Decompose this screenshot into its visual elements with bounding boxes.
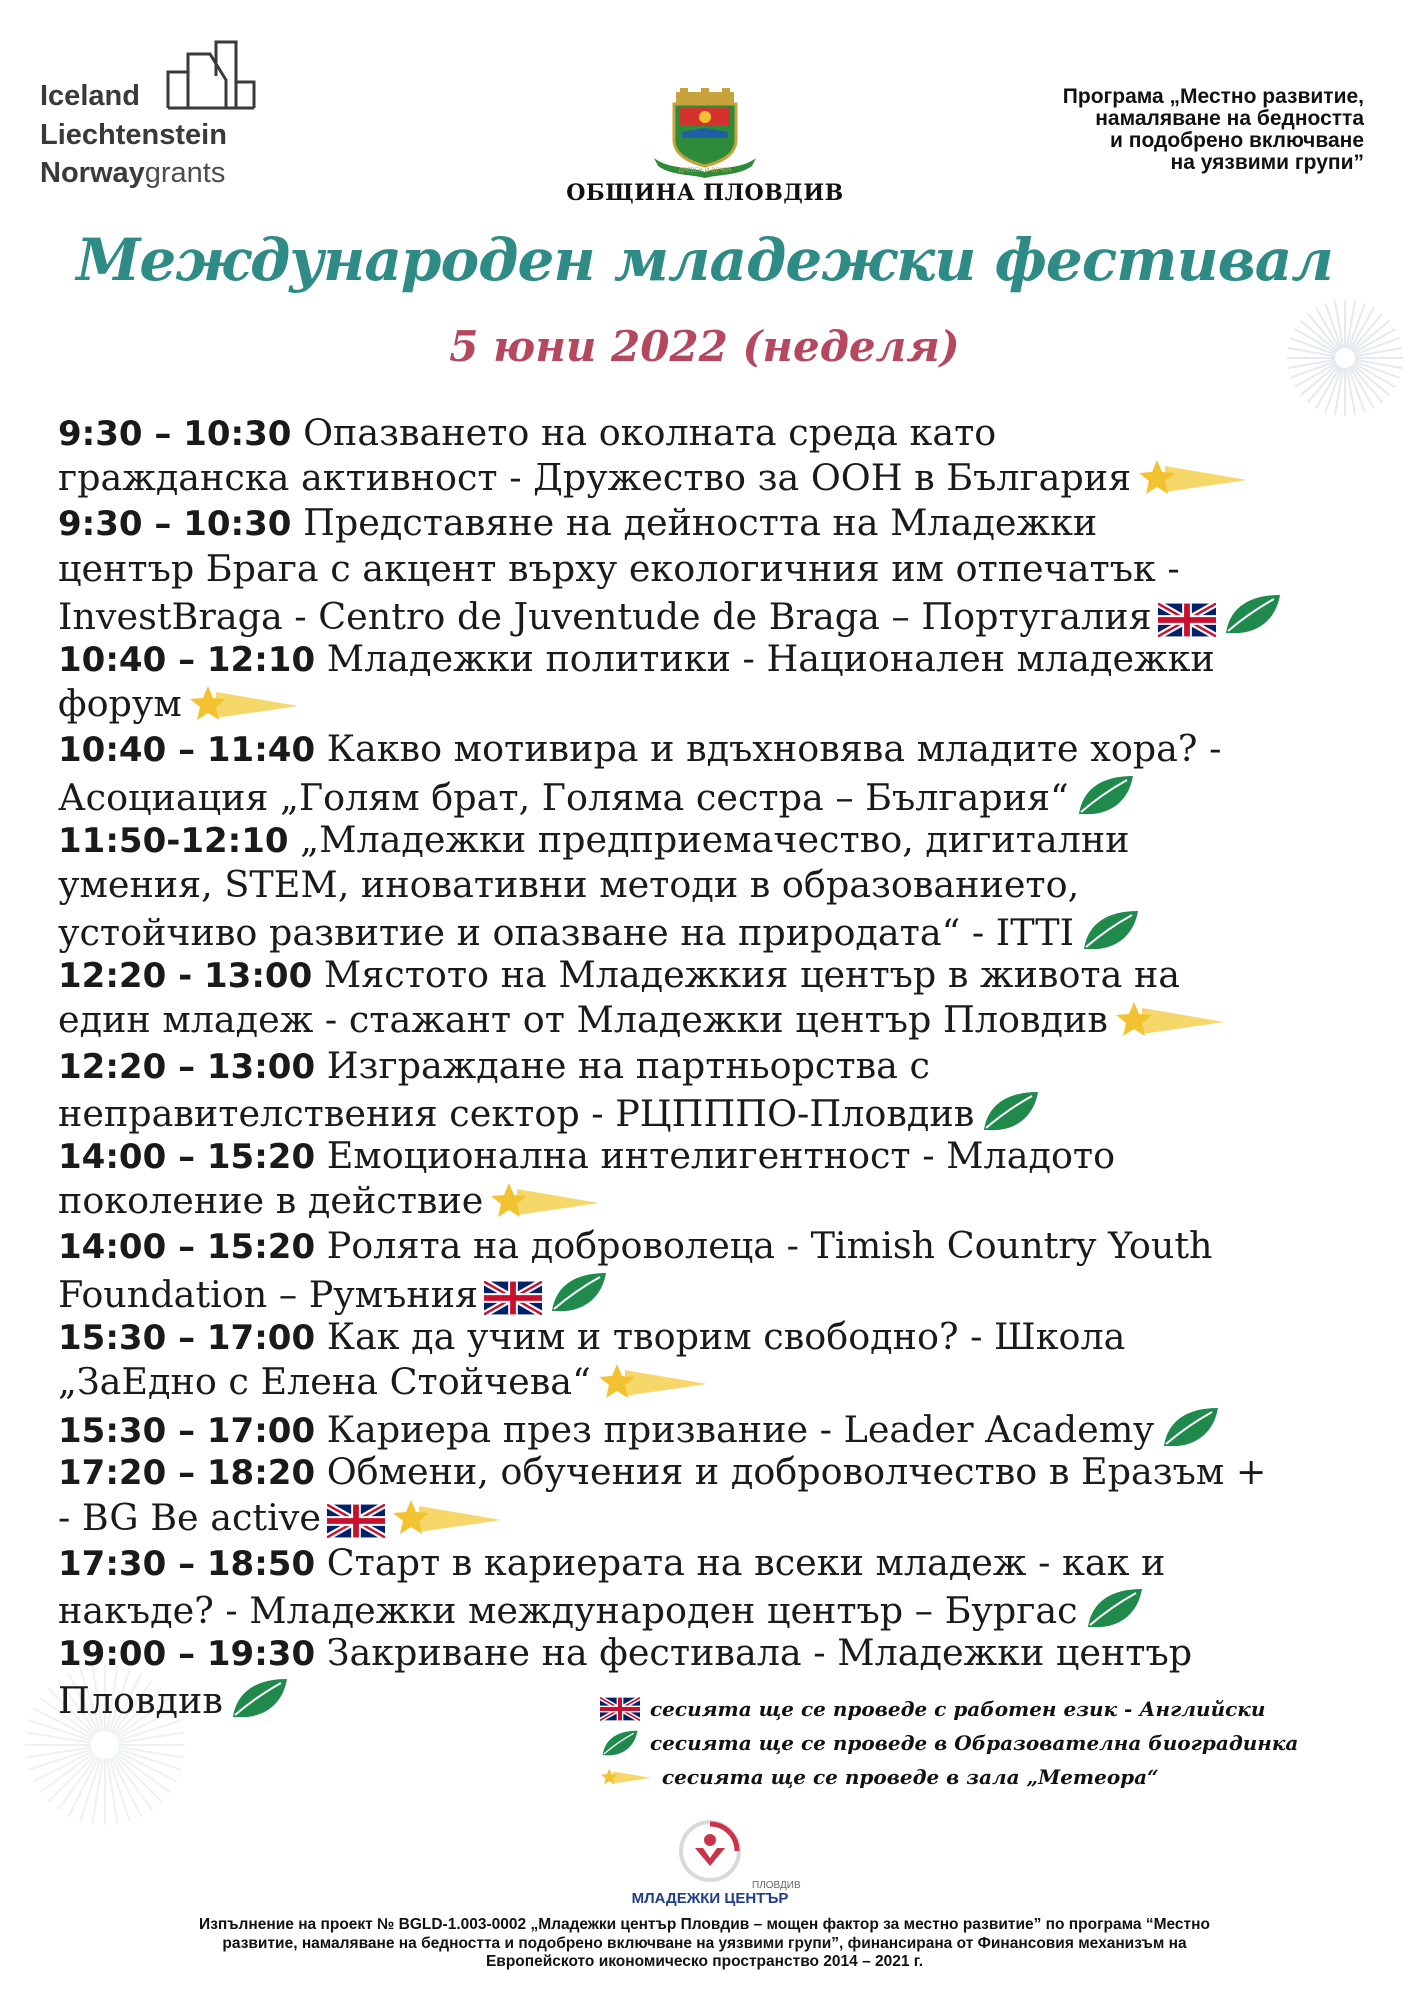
leaf-badge	[1222, 591, 1284, 647]
schedule-item-line	[58, 1404, 1388, 1452]
schedule-text: „Младежки предприемачество, дигитални	[288, 817, 1130, 861]
schedule-item	[58, 1133, 1388, 1223]
schedule-text: Изграждане на партньорства с	[315, 1043, 930, 1087]
footer-line: Европейското икономическо пространство 2014 – 2021 г.	[485, 1953, 924, 1970]
schedule-time: 12:20 - 13:00	[58, 956, 313, 997]
leaf-icon	[1160, 1404, 1222, 1450]
leaf-icon	[980, 1088, 1042, 1134]
program-line: на уязвими групи”	[1170, 151, 1364, 174]
schedule-item-line	[58, 1133, 1388, 1178]
shooting-star-icon	[1114, 1000, 1226, 1040]
schedule-item	[58, 1223, 1388, 1316]
schedule-item-line	[58, 907, 1388, 955]
schedule-time: 9:30 – 10:30	[58, 414, 292, 454]
schedule-item	[58, 410, 1388, 500]
schedule-text: „ЗаЕдно с Елена Стойчева“	[58, 1359, 591, 1403]
star-badge	[1114, 1000, 1226, 1050]
schedule-text: умения, STEM, иновативни методи в образованието,	[58, 862, 1080, 906]
municipality-logo	[560, 88, 850, 208]
shooting-star-icon	[597, 1362, 709, 1402]
schedule-time: 15:30 – 17:00	[58, 1317, 316, 1358]
schedule-item-line	[58, 1540, 1388, 1585]
leaf-icon	[1080, 907, 1142, 953]
schedule-item-line	[58, 817, 1388, 862]
schedule-time: 11:50-12:10	[58, 820, 289, 861]
leaf-badge	[229, 1675, 291, 1731]
schedule-text: Обмени, обучения и доброволчество в Еразъм +	[315, 1450, 1267, 1494]
schedule-text: неправителствения сектор - РЦПППО-Пловдив	[58, 1091, 975, 1135]
shooting-star-icon	[188, 684, 300, 724]
schedule-text: Старт в кариерата на всеки младеж - как и	[315, 1540, 1166, 1584]
uk-flag-icon	[484, 1281, 542, 1315]
schedule-item-line	[58, 681, 1388, 726]
schedule-text: Какво мотивира и вдъхновява младите хора? -	[315, 727, 1222, 771]
schedule-item-line	[58, 1223, 1388, 1268]
legend	[600, 1692, 1380, 1794]
schedule-text: поколение в действие	[58, 1179, 484, 1223]
footer-line: развитие, намаляване на бедността и подобрено включване на уязвими групи”, финансирана от Финансовия механизъм на	[222, 1934, 1187, 1952]
schedule-item	[58, 817, 1388, 953]
schedule-item	[58, 1314, 1388, 1404]
schedule-item	[58, 1540, 1388, 1630]
legend-text: сесията ще се проведе в Образователна биоградинка	[650, 1731, 1299, 1755]
shooting-star-icon	[1137, 458, 1249, 498]
leaf-icon	[600, 1728, 640, 1758]
star-badge	[1137, 458, 1249, 508]
schedule-item-line	[58, 636, 1388, 681]
leaf-icon	[1075, 772, 1137, 818]
program-line: Програма „Местно развитие,	[1062, 85, 1364, 108]
program-line: намаляване на бедността	[1095, 107, 1364, 130]
schedule-text: накъде? - Младежки международен център – Бургас	[58, 1588, 1078, 1632]
schedule-text: Младежки политики - Национален младежки	[315, 636, 1215, 680]
schedule-time: 17:20 – 18:20	[58, 1453, 316, 1494]
youth-center-name: МЛАДЕЖКИ ЦЕНТЪР	[631, 1890, 789, 1907]
schedule-item	[58, 726, 1388, 819]
grants-norway: Norwaygrants	[40, 157, 226, 189]
schedule-item-line	[58, 862, 1388, 907]
schedule-item-line	[58, 1630, 1388, 1675]
schedule-text: Опазването на околната среда като	[291, 411, 997, 454]
schedule-text: Кариера през призвание - Leader Academy	[315, 1408, 1154, 1452]
uk-flag-icon	[600, 1697, 640, 1721]
schedule-time: 14:00 – 15:20	[58, 1227, 316, 1268]
schedule-text: устойчиво развитие и опазване на природата“ - ITTI	[58, 911, 1075, 955]
youth-center-logo-icon	[675, 1818, 745, 1884]
program-line: и подобрено включване	[1110, 129, 1364, 152]
schedule-time: 10:40 – 11:40	[58, 730, 316, 771]
footer-project-info	[40, 1916, 1369, 1972]
schedule-item-line	[58, 1269, 1388, 1314]
schedule-text: Мястото на Младежкия център в живота на	[312, 953, 1181, 997]
schedule-item	[58, 1449, 1388, 1539]
schedule-text: Ролята на доброволеца - Timish Country Youth	[315, 1224, 1213, 1268]
schedule-text: център Брага с акцент върху екологичния им отпечатък -	[58, 546, 1180, 590]
schedule-item-line	[58, 1585, 1388, 1630]
shooting-star-icon	[391, 1498, 503, 1538]
schedule-text: Представяне на дейността на Младежки	[291, 501, 1098, 545]
program-title	[944, 86, 1364, 174]
schedule-time: 17:30 – 18:50	[58, 1543, 316, 1584]
grants-squares-icon	[166, 40, 276, 110]
leaf-icon	[229, 1675, 291, 1721]
schedule-text: форум	[58, 682, 182, 726]
schedule-item-line	[58, 410, 1388, 455]
grants-liechtenstein: Liechtenstein	[40, 119, 227, 151]
schedule-time: 9:30 – 10:30	[58, 504, 292, 545]
grants-iceland: Iceland	[40, 80, 140, 112]
schedule-item-line	[58, 1449, 1388, 1494]
fireworks-decoration-icon	[1282, 295, 1408, 421]
schedule-text: InvestBraga - Centro de Juventude de Braga – Португалия	[58, 594, 1152, 638]
uk-flag-icon	[327, 1504, 385, 1538]
schedule-item-line	[58, 952, 1388, 997]
festival-title: Международен младежки фестивал	[76, 226, 1333, 294]
leaf-icon	[1222, 591, 1284, 637]
schedule-item-line	[58, 997, 1388, 1042]
schedule-item	[58, 952, 1388, 1042]
schedule-item-line	[58, 772, 1388, 817]
crest-motto: ДРЕВЕН И ВЕЧЕН	[678, 167, 732, 174]
schedule-item-line	[58, 1178, 1388, 1223]
schedule-text: Foundation – Румъния	[58, 1272, 479, 1316]
legend-text: сесията ще се проведе с работен език - Английски	[650, 1697, 1266, 1721]
schedule-item-line	[58, 1359, 1388, 1404]
youth-center-logo	[610, 1818, 810, 1908]
shooting-star-icon	[600, 1766, 652, 1788]
festival-date: 5 юни 2022 (неделя)	[449, 322, 960, 371]
schedule-time: 12:20 – 13:00	[58, 1046, 316, 1087]
schedule-text: Пловдив	[58, 1679, 223, 1723]
plovdiv-crest-icon	[650, 88, 760, 178]
uk-flag-icon	[1158, 603, 1216, 637]
schedule-text: Асоциация „Голям брат, Голяма сестра – България“	[58, 775, 1069, 819]
footer-line: Изпълнение на проект № BGLD-1.003-0002 „Младежки център Пловдив – мощен фактор за местно развитие” по програма “Местно	[199, 1916, 1210, 1933]
schedule-item-line	[58, 1088, 1388, 1133]
schedule-text: гражданска активност - Дружество за ООН в България	[58, 456, 1132, 500]
schedule-item-line	[58, 1495, 1388, 1540]
schedule-item	[58, 1404, 1388, 1452]
schedule-time: 10:40 – 12:10	[58, 639, 316, 680]
schedule-item	[58, 1043, 1388, 1133]
schedule-text: - BG Be active	[58, 1495, 321, 1539]
schedule-time: 19:00 – 19:30	[58, 1634, 316, 1675]
legend-item	[600, 1692, 1380, 1726]
schedule-time: 15:30 – 17:00	[58, 1411, 316, 1452]
legend-item	[600, 1760, 1380, 1794]
schedule-text: един младеж - стажант от Младежки център Пловдив	[58, 998, 1108, 1042]
schedule-time: 14:00 – 15:20	[58, 1137, 316, 1177]
norway-grants-logo	[40, 40, 270, 200]
schedule-item-line	[58, 726, 1388, 771]
schedule-list	[58, 410, 1388, 1723]
leaf-icon	[548, 1269, 610, 1315]
schedule-item	[58, 636, 1388, 726]
schedule-text: Закриване на фестивала - Младежки център	[315, 1631, 1193, 1675]
schedule-text: Как да учим и творим свободно? - Школа	[315, 1314, 1126, 1358]
schedule-item-line	[58, 455, 1388, 500]
legend-text: сесията ще се проведе в зала „Метеора“	[662, 1765, 1159, 1789]
schedule-item-line	[58, 1314, 1388, 1359]
schedule-item-line	[58, 591, 1388, 636]
youth-center-city: ПЛОВДИВ	[752, 1880, 801, 1891]
schedule-item-line	[58, 546, 1388, 591]
schedule-text: Емоционална интелигентност - Младото	[315, 1134, 1116, 1177]
schedule-item	[58, 500, 1388, 636]
shooting-star-icon	[489, 1181, 601, 1221]
legend-item	[600, 1726, 1380, 1760]
leaf-icon	[1084, 1585, 1146, 1631]
municipality-name: ОБЩИНА ПЛОВДИВ	[566, 180, 844, 206]
